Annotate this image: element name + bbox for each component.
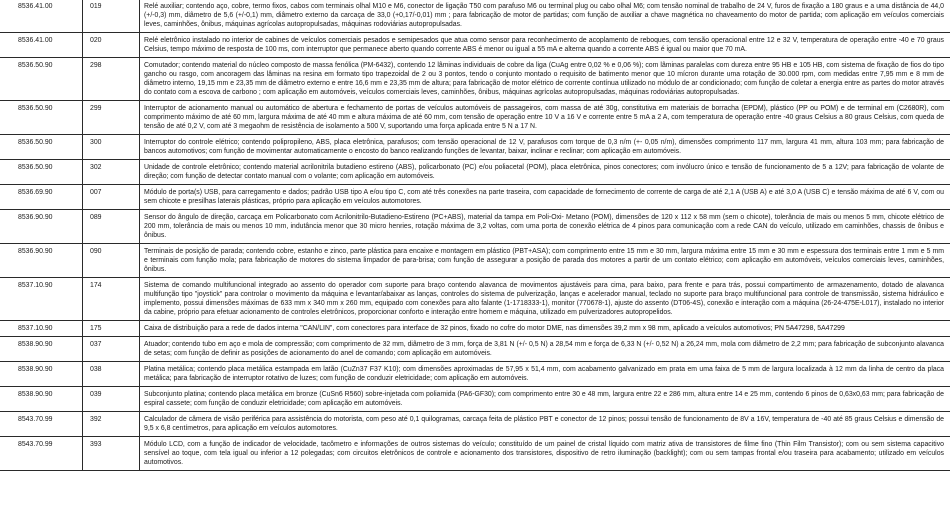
table-row	[0, 0, 950, 33]
ncm-code-cell: 8536.90.90	[18, 248, 53, 255]
table-row	[0, 58, 950, 101]
description-cell: Calculador de câmera de visão periférica para assistência do motorista, com peso até 0,1 quilogramas, carcaça feita de plástico PBT e conector de 12 pinos; possui tensão de funcionamento de 8V a 16V, temperatura de -40 até 85 graus Celsius e dimensão de 9,5 x 6,8 centímetros, para aplicação em veículos automotores.	[144, 416, 944, 432]
ex-number-cell: 175	[90, 325, 102, 332]
table-row	[0, 160, 950, 185]
description-cell: Caixa de distribuição para a rede de dados interna "CAN/LIN", com conectores para interface de 32 pinos, fixado no cofre do motor DME, nas dimensões 39,2 mm x 98 mm, aplicado a veículos automotivos; PN 5A47298, 5A47299	[144, 325, 845, 332]
ex-number-cell: 038	[90, 366, 102, 373]
description-cell: Módulo de porta(s) USB, para carregamento e dados; padrão USB tipo A e/ou tipo C, com até três conexões na parte traseira, com capacidade de fornecimento de corrente de carga de até 2,1 A (USB A) e até 3,0 A (USB C) e tensão máxima de até 6 V, com ou sem chicote e presilhas laterais plásticas, próprio para aplicação em veículos automotores.	[144, 189, 944, 205]
description-cell: Interruptor de acionamento manual ou automático de abertura e fechamento de portas de veículos automóveis de passageiros, com massa de até 30g, constitutiva em materiais de borracha (EPDM), plástico (PP ou POM) e de terminal em (C2680R), com comprimento máximo de até 60 mm, largura máxima de até 40 mm e altura máxima de até 60 mm, com tensão de operação entre 10 V a 16 V e corrente entre 5 mA a 2 A, com temperatura de operação entre -40 graus Celsius a 80 graus Celsius, com queda de tensão de até 0,2 V, com até 3 megaohm de resistência de isolamento a 500 V, suportando uma força aplicada entre 5 N a 17 N.	[144, 105, 944, 130]
description-cell: Módulo LCD, com a função de indicador de velocidade, tacômetro e informações de outros sistemas do veículo; constituído de um painel de cristal líquido com matriz ativa de transistores de filme fino (Thin Film Transistor); com ou sem sistema capacitivo sensível ao toque, com tela igual ou inferior a 12 polegadas; com circuitos eletrônicos de controle e acionamento dos transistores, dispositivo de retro iluminação (backlight); com ou sem tampas frontal e/ou traseira para acabamento; utilizado em veículos automotivos.	[144, 441, 944, 466]
description-cell: Relé auxiliar; contendo aço, cobre, termo fixos, cabos com terminais olhal M10 e M6, conector de ligação T50 com parafuso M6 ou terminal plug ou cabo olhal M6; com tensão nominal de trabalho de 24 V, furos de fixação a 180 graus e a uma distância de 44,0 (+/-0,3) mm, diâmetro de 5,6 (+/-0,1) mm, diâmetro externo da carcaça de 33,0 (+0,17/-0,01) mm ; para fabricação de motor de partidas; com função de auxiliar a chave magnética no chaveamento do motor de partida; com aplicação em veículos comerciais leves, caminhões, ônibus, máquinas agrícolas autopropulsadas, máquinas rodoviárias autopropulsadas.	[144, 3, 944, 28]
table-row	[0, 437, 950, 471]
ncm-code-cell: 8536.50.90	[18, 105, 53, 112]
table-row	[0, 362, 950, 387]
table-row	[0, 337, 950, 362]
ex-number-cell: 300	[90, 139, 102, 146]
table-row	[0, 412, 950, 437]
table-row	[0, 321, 950, 337]
description-cell: Unidade de controle eletrônico; contendo material acrilonitrila butadieno estireno (ABS), policarbonato (PC) e/ou poliacetal (POM), placa eletrônica, pinos conectores; com invólucro único e tensão de funcionamento de 5 a 12V; para fabricação de volante de direção; com função de detectar contato manual com o volante; com aplicação em automóveis.	[144, 164, 944, 180]
ex-number-cell: 302	[90, 164, 102, 171]
table-row	[0, 33, 950, 58]
ex-number-cell: 392	[90, 416, 102, 423]
ncm-code-cell: 8536.90.90	[18, 214, 53, 221]
description-cell: Interruptor do controle elétrico; contendo polipropileno, ABS, placa eletrônica, parafusos; com tensão operacional de 12 V, parafusos com torque de 0,3 n/m (+- 0,05 n/m), dimensões comprimento 117 mm, largura 41 mm, altura 103 mm; para fabricação de bancos automotivos; com função de movimentar automaticamente o encosto do banco realizando funções de levantar, baixar, inclinar e reclinar; com aplicação em automóveis.	[144, 139, 944, 155]
ncm-code-cell: 8543.70.99	[18, 416, 53, 423]
ex-number-cell: 089	[90, 214, 102, 221]
description-cell: Sensor do ângulo de direção, carcaça em Policarbonato com Acrilonitrilo-Butadieno-Estireno (PC+ABS), material da tampa em Poli-Oxi- Metano (POM), dimensões de 120 x 112 x 58 mm (sem o chicote), tolerância de mais ou menos 5 mm, chicote elétrico de 200 mm, tolerância de mais ou menos 10 mm, indutância menor que 30 micro henries, rotação máxima de 3,2 voltas, com uma porta de conexão elétrica de 4 pinos para comunicação com a rede CAN do veículo, utilizado em caminhões, chassis de ônibus e ônibus.	[144, 214, 944, 239]
description-cell: Platina metálica; contendo placa metálica estampada em latão (CuZn37 F37 K10); com dimensões aproximadas de 57,95 x 51,4 mm, com acabamento galvanizado em prata em uma faixa de 5 mm de largura localizada à 12 mm da linha de centro da placa metálica; para fabricação de interruptor rotativo de luzes; com função de conduzir eletricidade; com aplicação em automóveis.	[144, 366, 944, 382]
ex-number-cell: 037	[90, 341, 102, 348]
ncm-code-cell: 8536.41.00	[18, 37, 53, 44]
description-cell: Relé eletrônico instalado no interior de cabines de veículos comerciais pesados e semipesados que atua como sensor para reconhecimento de acoplamento de reboques, com tensão operacional entre 12 e 32 V, temperatura de operação entre -40 e 70 graus Celsius, tempo máximo de resposta de 100 ms, com interruptor que permanece aberto quando corrente ABS é menor ou igual a 55 mA e alterna quando a corrente ABS é igual ou maior que 70 mA.	[144, 37, 944, 53]
description-cell: Atuador; contendo tubo em aço e mola de compressão; com comprimento de 32 mm, diâmetro de 3 mm, força de 3,81 N (+/- 0,5 N) a 28,54 mm e força de 6,33 N (+/- 0,52 N) a 26,24 mm, mola com diâmetro de 2,2 mm; para fabricação de subconjunto alavanca de setas; com função de definir as posições de acionamento do anel de comando; com aplicação em automóveis.	[144, 341, 944, 357]
ncm-code-cell: 8536.50.90	[18, 164, 53, 171]
ncm-code-cell: 8543.70.99	[18, 441, 53, 448]
description-cell: Comutador; contendo material do núcleo composto de massa fenólica (PM-6432), contendo 12 lâminas individuais de cobre da liga (CuAg entre 0,02 % e 0,06 %); com lâminas paralelas com dureza entre 95 HB e 105 HB, com sistema de fixação de fios do tipo gancho ou rasgo, com ancoragem das lâminas na resina em formato tipo trapezoidal de 2 ou 3 pontos, tendo o conjunto montado o requisito de batimento menor que 10 mícron durante uma rotação de 30.000 rpm, com medidas entre 7,95 mm e 8 mm de diâmetro interno, 19,15 mm e 23,35 mm de diâmetro externo e entre 16,6 mm e 23,35 mm de altura; para fabricação de motor elétrico de corrente contínua utilizado no módulo de ar condicionado; com função de coletar a energia entre as partes do motor através do contato com a escova de carbono ; com aplicação em automóveis, veículos comerciais leves, caminhões, ônibus, máquinas agrícolas autopropulsadas, máquinas rodoviárias autopropulsadas.	[144, 62, 944, 96]
table-row	[0, 244, 950, 278]
ex-number-cell: 090	[90, 248, 102, 255]
ex-number-cell: 298	[90, 62, 102, 69]
ncm-code-cell: 8537.10.90	[18, 282, 53, 289]
ncm-code-cell: 8536.41.00	[18, 3, 53, 10]
description-cell: Terminais de posição de parada; contendo cobre, estanho e zinco, parte plástica para encaixe e montagem em plástico (PBT+ASA); com comprimento entre 15 mm e 30 mm, largura máxima entre 15 mm e 30 mm e espessura dos terminais entre 1 mm e 5 mm e terminais com função mola; para fabricação de motores do sistema limpador de para-brisa; com função de assegurar a posição de parada dos motores a partir de um contato elétrico; com aplicação em automóveis, veículos comerciais leves, caminhões, ônibus.	[144, 248, 944, 273]
ex-number-cell: 299	[90, 105, 102, 112]
table-row	[0, 387, 950, 412]
table-row	[0, 278, 950, 321]
ncm-code-cell: 8537.10.90	[18, 325, 53, 332]
ncm-code-cell: 8536.50.90	[18, 139, 53, 146]
ex-number-cell: 039	[90, 391, 102, 398]
ncm-code-cell: 8538.90.90	[18, 366, 53, 373]
ex-number-cell: 393	[90, 441, 102, 448]
table-row	[0, 185, 950, 210]
table-row	[0, 135, 950, 160]
description-cell: Subconjunto platina; contendo placa metálica em bronze (CuSn6 R560) sobre-injetada com poliamida (PA6-GF30); com comprimento entre 30 e 48 mm, largura entre 22 e 286 mm, altura entre 14 e 25 mm, contendo 6 pinos de 0,63x0,63 mm; para fabricação de espiral cassete; com função de conduzir eletricidade; com aplicação em automóveis.	[144, 391, 944, 407]
ex-number-cell: 007	[90, 189, 102, 196]
table-row	[0, 101, 950, 135]
ncm-code-cell: 8536.50.90	[18, 62, 53, 69]
ex-number-cell: 019	[90, 3, 102, 10]
ncm-code-cell: 8538.90.90	[18, 391, 53, 398]
ncm-code-cell: 8538.90.90	[18, 341, 53, 348]
ex-number-cell: 020	[90, 37, 102, 44]
ex-number-cell: 174	[90, 282, 102, 289]
table-row	[0, 210, 950, 244]
ncm-code-cell: 8536.69.90	[18, 189, 53, 196]
description-cell: Sistema de comando multifuncional integrado ao assento do operador com suporte para braço contendo alavanca de movimentos ajustáveis para cima, para baixo, para frente e para trás, possui compartimento de armazenamento, dotado de alavanca multifunção tipo "joystick" para controlar o movimento da máquina e levantar/abaixar as lanças, controles do sistema de pulverização, lanças e acelerador manual, teclado no suporte para braço multifuncional para controle de transmissão, sistema hidráulico e implemento, possui dimensões máximas de 633 mm x 340 mm x 260 mm, equipado com conexões para alto falante (1-1718333-1), monitor (770678-1), ajuste do assento (DT06-4S), conexão e interação com a máquina (26-24-475E-L017), instalado no interior da cabine, próprio para efetuar acionamento de controles eletrônicos, proporcionar conforto e interação entre homem e máquina, utilizado em pulverizadores autopropelidos.	[144, 282, 944, 316]
